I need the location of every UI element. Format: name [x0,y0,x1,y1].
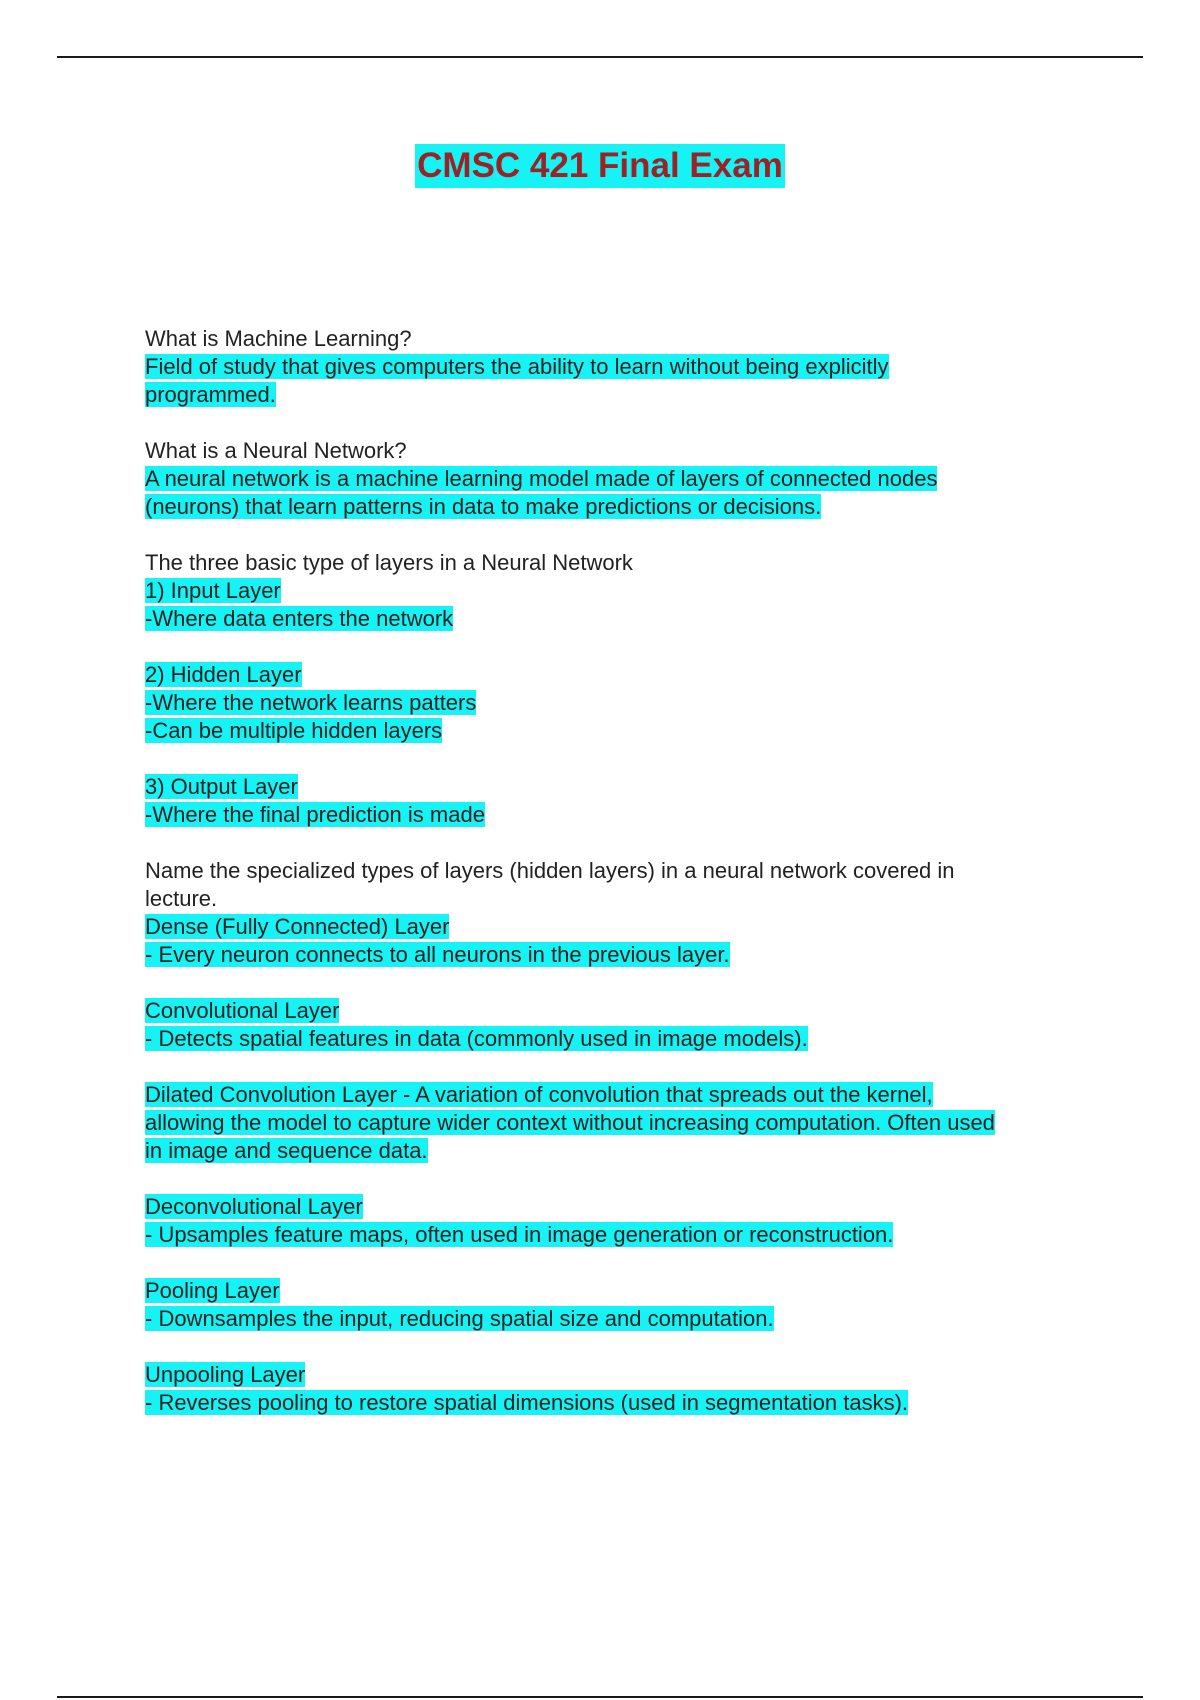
answer-line: - Reverses pooling to restore spatial dimensions (used in segmentation tasks). [145,1390,909,1415]
answer-line: Field of study that gives computers the ability to learn without being explicitly [145,354,889,379]
title-wrap [0,144,1200,188]
bottom-rule [57,1696,1143,1698]
answer-line: - Downsamples the input, reducing spatial size and computation. [145,1306,774,1331]
question-text: What is Machine Learning? [145,326,412,351]
qa-block-basic-layers [145,549,1085,633]
answer-group-deconvolutional [145,1193,1085,1249]
answer-group-unpooling [145,1361,1085,1417]
qa-block-neural-network [145,437,1085,521]
answer-line: Dilated Convolution Layer - A variation of convolution that spreads out the kernel, [145,1082,933,1107]
answer-line: Convolutional Layer [145,998,340,1023]
answer-line: Dense (Fully Connected) Layer [145,914,450,939]
question-text: lecture. [145,886,218,911]
answer-line: allowing the model to capture wider context without increasing computation. Often used [145,1110,995,1135]
answer-line: -Can be multiple hidden layers [145,718,443,743]
question-text: What is a Neural Network? [145,438,407,463]
answer-line: - Detects spatial features in data (commonly used in image models). [145,1026,808,1051]
answer-line: (neurons) that learn patterns in data to make predictions or decisions. [145,494,822,519]
answer-group-output-layer [145,773,1085,829]
answer-group-pooling [145,1277,1085,1333]
qa-block-machine-learning [145,325,1085,409]
question-text: Name the specialized types of layers (hidden layers) in a neural network covered in [145,858,955,883]
answer-line: A neural network is a machine learning model made of layers of connected nodes [145,466,938,491]
top-rule [57,56,1143,58]
question-text: The three basic type of layers in a Neural Network [145,550,633,575]
qa-block-specialized-layers [145,857,1085,969]
answer-line: - Upsamples feature maps, often used in image generation or reconstruction. [145,1222,894,1247]
answer-group-convolutional [145,997,1085,1053]
answer-line: 3) Output Layer [145,774,298,799]
answer-line: -Where data enters the network [145,606,454,631]
answer-line: 1) Input Layer [145,578,281,603]
answer-line: -Where the final prediction is made [145,802,485,827]
document-body [145,325,1085,1417]
answer-line: - Every neuron connects to all neurons in the previous layer. [145,942,730,967]
answer-line: programmed. [145,382,276,407]
answer-line: Unpooling Layer [145,1362,306,1387]
document-title: CMSC 421 Final Exam [415,144,785,188]
answer-group-hidden-layer [145,661,1085,745]
answer-line: Pooling Layer [145,1278,280,1303]
answer-line: in image and sequence data. [145,1138,428,1163]
answer-line: 2) Hidden Layer [145,662,302,687]
answer-group-dilated [145,1081,1085,1165]
answer-line: Deconvolutional Layer [145,1194,363,1219]
answer-line: -Where the network learns patters [145,690,477,715]
